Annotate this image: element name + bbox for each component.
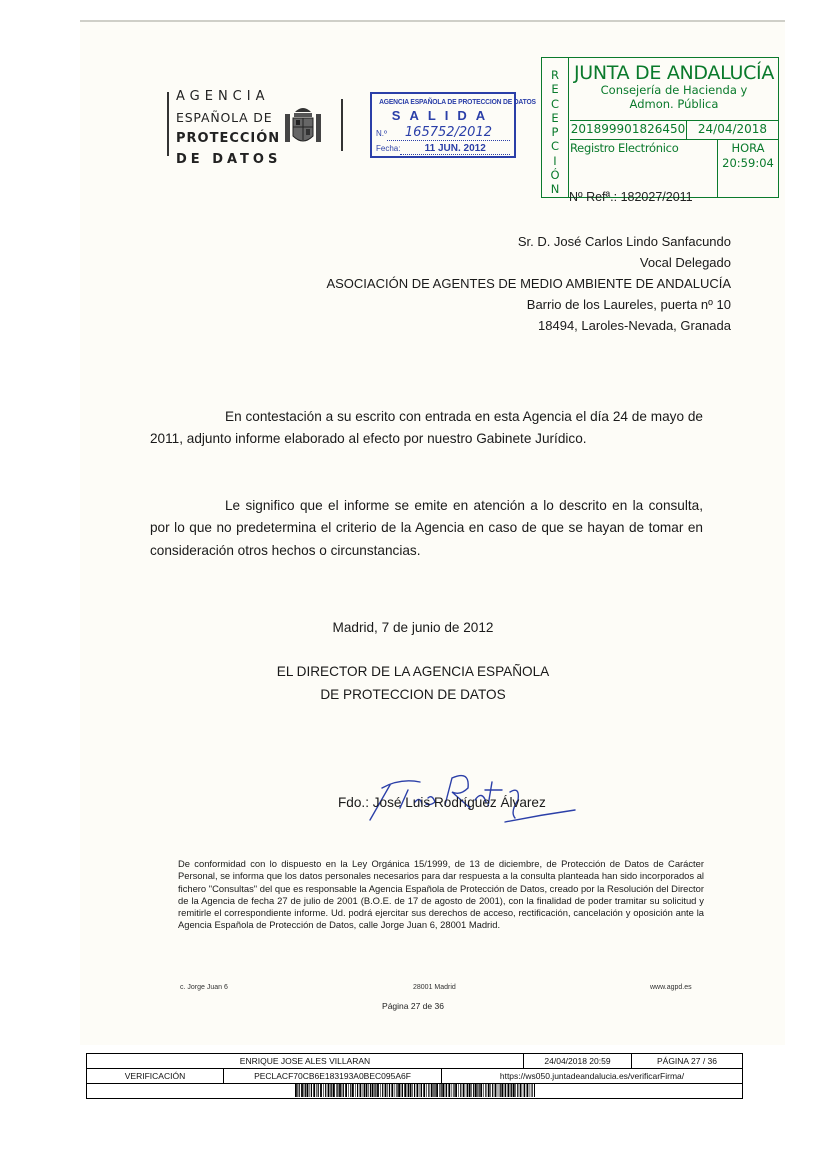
barcode-bar (420, 1084, 421, 1097)
barcode-bar (336, 1084, 337, 1097)
barcode-bar (524, 1084, 525, 1097)
barcode-bar (407, 1084, 408, 1097)
barcode-bar (380, 1084, 381, 1097)
barcode-bar (377, 1084, 379, 1097)
barcode-bar (398, 1084, 400, 1097)
logo-line-2: ESPAÑOLA DE (176, 110, 273, 125)
stamp-divider (570, 139, 778, 140)
barcode-bar (385, 1084, 387, 1097)
barcode-bar (355, 1084, 356, 1097)
barcode-bar (492, 1084, 493, 1097)
barcode-bar (490, 1084, 491, 1097)
barcode-bar (495, 1084, 497, 1097)
barcode-bar (513, 1084, 515, 1097)
barcode-bar (517, 1084, 518, 1097)
barcode-bar (477, 1084, 478, 1097)
barcode-bar (473, 1084, 474, 1097)
place-date: Madrid, 7 de junio de 2012 (332, 620, 494, 635)
salida-number-label: N.º (376, 129, 387, 138)
barcode-bar (348, 1084, 349, 1097)
barcode-bar (331, 1084, 332, 1097)
barcode-bar (320, 1084, 322, 1097)
junta-subtitle-line-2: Admon. Pública (629, 97, 719, 111)
barcode-bar (463, 1084, 465, 1097)
logo-line-4: DE DATOS (176, 152, 282, 167)
barcode-bar (374, 1084, 375, 1097)
registry-number: 201899901826450 (570, 122, 686, 136)
barcode-bar (372, 1084, 374, 1097)
barcode-bar (445, 1084, 446, 1097)
signed-by: Fdo.: José Luis Rodríguez Álvarez (338, 795, 546, 810)
junta-subtitle-line-1: Consejería de Hacienda y (600, 83, 748, 97)
barcode-bar (328, 1084, 330, 1097)
hour-label: HORA (731, 141, 765, 155)
barcode-bar (387, 1084, 388, 1097)
barcode-bar (297, 1084, 298, 1097)
footer-website: www.agpd.es (650, 984, 692, 991)
body-paragraph-1: En contestación a su escrito con entrada en esta Agencia el día 24 de mayo de 2011, adjunto informe elaborado al efecto por nuestro Gabinete Jurídico. (150, 409, 703, 447)
footer-city: 28001 Madrid (413, 984, 456, 991)
agency-logo-text (176, 86, 281, 170)
barcode-bar (446, 1084, 447, 1097)
body-paragraph-2: Le significo que el informe se emite en atención a lo descrito en la consulta, por lo que no predetermina el criterio de la Agencia en caso de que se hayan de tomar en consideración otros hechos o circunstancias. (150, 498, 703, 558)
barcode-bar (343, 1084, 344, 1097)
barcode-bar (498, 1084, 499, 1097)
logo-line-1: AGENCIA (176, 89, 270, 104)
logo-line-3: PROTECCIÓN (176, 131, 281, 146)
logo-divider-left (167, 92, 169, 156)
barcode-bar (364, 1084, 365, 1097)
reception-letter: Ó (550, 168, 560, 183)
barcode-bar (505, 1084, 506, 1097)
barcode-bar (401, 1084, 402, 1097)
recipient-position: Vocal Delegado (639, 255, 731, 270)
reception-letter: E (551, 110, 559, 125)
legal-notice: De conformidad con lo dispuesto en la Ley Orgánica 15/1999, de 13 de diciembre, de Protección de Datos de Carácter Personal, se informa que los datos personales necesarios para dar respuesta a la consulta planteada han sido incorporados al fichero "Consultas" del que es responsable la Agencia Española de Protección de Datos, creado por la Resolución del Director de la Agencia de fecha 27 de julio de 2001 (B.O.E. de 17 de agosto de 2001), con la finalidad de poder tramitar su solicitud y remitirle el correspondiente informe. Ud. podrá ejercitar sus derechos de acceso, rectificación, cancelación y oposición ante la Agencia Española de Protección de Datos, calle Jorge Juan 6, 28001 Madrid. (178, 858, 704, 931)
barcode-bar (410, 1084, 412, 1097)
barcode-bar (469, 1084, 471, 1097)
barcode-bar (417, 1084, 419, 1097)
barcode-bar (453, 1084, 454, 1097)
reception-letter: I (553, 153, 557, 168)
barcode-icon (295, 1084, 535, 1097)
registry-type: Registro Electrónico (570, 141, 679, 155)
barcode-bar (448, 1084, 450, 1097)
barcode-bar (309, 1084, 310, 1097)
barcode-bar (352, 1084, 354, 1097)
barcode-bar (368, 1084, 369, 1097)
signer-title-line-1: EL DIRECTOR DE LA AGENCIA ESPAÑOLA (276, 664, 550, 679)
recipient-address-line-1: Barrio de los Laureles, puerta nº 10 (526, 297, 731, 312)
barcode-bar (515, 1084, 516, 1097)
barcode-bar (436, 1084, 438, 1097)
recipient-name: Sr. D. José Carlos Lindo Sanfacundo (517, 234, 731, 249)
barcode-bar (325, 1084, 326, 1097)
barcode-bar (337, 1084, 338, 1097)
registry-date: 24/04/2018 (697, 122, 768, 136)
barcode-bar (530, 1084, 531, 1097)
verification-label: VERIFICACIÓN (124, 1071, 186, 1081)
barcode-bar (412, 1084, 413, 1097)
barcode-bar (458, 1084, 459, 1097)
barcode-bar (483, 1084, 484, 1097)
verification-signer: ENRIQUE JOSE ALES VILLARAN (239, 1056, 371, 1066)
barcode-bar (333, 1084, 335, 1097)
barcode-bar (318, 1084, 319, 1097)
barcode-bar (480, 1084, 482, 1097)
verification-table (86, 1053, 743, 1099)
reception-letter: C (550, 139, 560, 154)
barcode-bar (299, 1084, 300, 1097)
signer-title (0, 661, 826, 706)
barcode-bar (532, 1084, 533, 1097)
barcode-bar (520, 1084, 522, 1097)
hour-value: 20:59:04 (722, 156, 774, 170)
barcode-bar (363, 1084, 364, 1097)
barcode-bar (428, 1084, 429, 1097)
barcode-bar (527, 1084, 529, 1097)
barcode-bar (488, 1084, 490, 1097)
barcode-bar (339, 1084, 341, 1097)
barcode-bar (366, 1084, 368, 1097)
barcode-bar (311, 1084, 312, 1097)
barcode-bar (434, 1084, 435, 1097)
recipient-block (326, 231, 731, 336)
barcode-bar (475, 1084, 477, 1097)
barcode-bar (305, 1084, 306, 1097)
barcode-bar (452, 1084, 453, 1097)
reception-letter: C (550, 96, 560, 111)
barcode-bar (433, 1084, 434, 1097)
verification-url[interactable]: https://ws050.juntadeandalucia.es/verificarFirma/ (499, 1071, 685, 1081)
barcode-bar (508, 1084, 510, 1097)
reception-letter: N (550, 182, 560, 197)
barcode-bar (511, 1084, 512, 1097)
barcode-bar (479, 1084, 480, 1097)
barcode-bar (295, 1084, 297, 1097)
barcode-bar (421, 1084, 422, 1097)
footer-street: c. Jorge Juan 6 (180, 984, 228, 991)
signer-title-line-2: DE PROTECCION DE DATOS (320, 686, 506, 702)
barcode-bar (345, 1084, 347, 1097)
barcode-bar (500, 1084, 501, 1097)
recipient-address-line-2: 18494, Laroles-Nevada, Granada (538, 318, 731, 333)
barcode-bar (466, 1084, 467, 1097)
barcode-bar (391, 1084, 393, 1097)
reception-letter: R (551, 68, 559, 82)
barcode-bar (441, 1084, 442, 1097)
barcode-bar (395, 1084, 396, 1097)
salida-number-value: 165752/2012 (387, 125, 510, 141)
salida-stamp (370, 92, 536, 158)
verification-code: PECLACF70CB6E183193A0BEC095A6F (254, 1071, 411, 1081)
reference-number: Nº Refª.: 182027/2011 (569, 190, 693, 204)
page-number: Página 27 de 36 (382, 1001, 444, 1011)
barcode-bar (313, 1084, 315, 1097)
barcode-bar (442, 1084, 444, 1097)
barcode-bar (382, 1084, 383, 1097)
barcode-bar (301, 1084, 303, 1097)
barcode-bar (323, 1084, 324, 1097)
barcode-bar (455, 1084, 457, 1097)
barcode-bar (357, 1084, 358, 1097)
barcode-bar (304, 1084, 305, 1097)
barcode-bar (423, 1084, 425, 1097)
barcode-bar (426, 1084, 427, 1097)
barcode-bar (471, 1084, 472, 1097)
verification-page: PÁGINA 27 / 36 (656, 1056, 717, 1066)
barcode-bar (501, 1084, 503, 1097)
barcode-bar (523, 1084, 524, 1097)
reception-letter: P (551, 125, 559, 140)
barcode-bar (402, 1084, 403, 1097)
barcode-bar (510, 1084, 511, 1097)
barcode-bar (534, 1084, 535, 1097)
barcode-bar (360, 1084, 362, 1097)
barcode-bar (408, 1084, 409, 1097)
barcode-bar (414, 1084, 415, 1097)
barcode-bar (504, 1084, 505, 1097)
salida-stamp-title: SALIDA (391, 108, 495, 123)
barcode-bar (396, 1084, 397, 1097)
salida-stamp-header: AGENCIA ESPAÑOLA DE PROTECCION DE DATOS (379, 97, 536, 106)
recipient-organization: ASOCIACIÓN DE AGENTES DE MEDIO AMBIENTE DE ANDALUCÍA (326, 276, 731, 291)
barcode-bar (342, 1084, 343, 1097)
barcode-bar (439, 1084, 440, 1097)
barcode-bar (350, 1084, 351, 1097)
barcode-bar (404, 1084, 406, 1097)
registry-hour (718, 141, 778, 171)
verification-datetime: 24/04/2018 20:59 (544, 1056, 611, 1066)
barcode-bar (316, 1084, 317, 1097)
barcode-bar (431, 1084, 433, 1097)
salida-date-value: 11 JUN. 2012 (400, 143, 510, 155)
salida-date-label: Fecha: (376, 144, 401, 153)
barcode-bar (460, 1084, 461, 1097)
logo-divider-right (341, 99, 343, 151)
barcode-bar (389, 1084, 390, 1097)
junta-reception-stamp (541, 57, 779, 198)
barcode-bar (370, 1084, 371, 1097)
barcode-bar (330, 1084, 331, 1097)
coat-of-arms-icon (285, 104, 321, 148)
barcode-bar (467, 1084, 468, 1097)
junta-subtitle (570, 83, 778, 111)
reception-vertical-label (542, 58, 569, 197)
barcode-bar (485, 1084, 486, 1097)
reception-letter: E (551, 82, 559, 97)
barcode-bar (375, 1084, 376, 1097)
junta-title: JUNTA DE ANDALUCÍA (573, 62, 775, 84)
barcode-bar (307, 1084, 309, 1097)
